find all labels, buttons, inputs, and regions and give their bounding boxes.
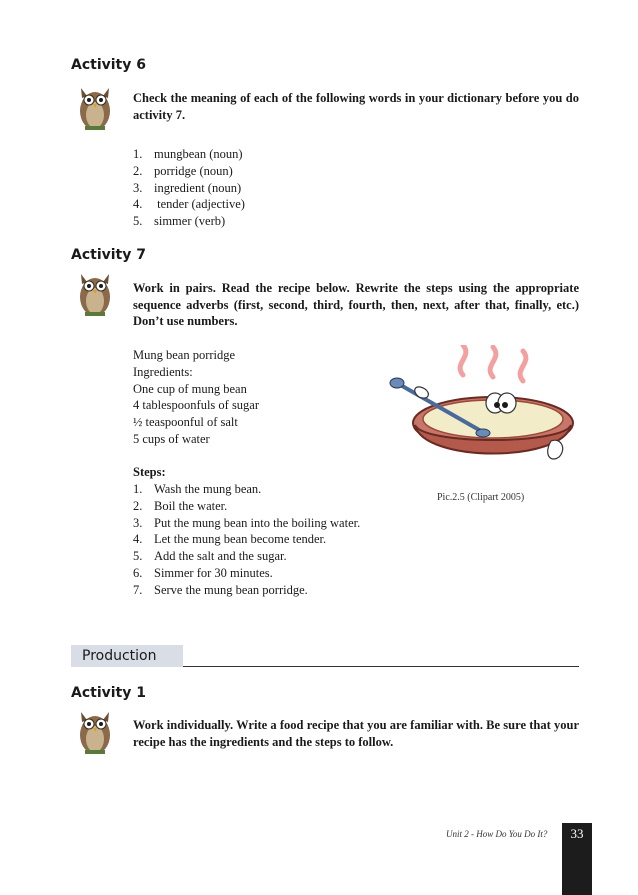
ingredients-label: Ingredients: <box>133 364 193 379</box>
vocabulary-list <box>133 146 245 230</box>
list-item-text: Put the mung bean into the boiling water. <box>154 515 361 530</box>
ingredient-item: One cup of mung bean <box>133 381 247 396</box>
list-item <box>133 515 360 532</box>
activity6-heading: Activity 6 <box>71 57 146 73</box>
list-item-text: Boil the water. <box>154 498 228 513</box>
activity7-heading: Activity 7 <box>71 247 146 263</box>
list-item <box>133 180 245 197</box>
list-item-text: Simmer for 30 minutes. <box>154 565 273 580</box>
picture-caption: Pic.2.5 (Clipart 2005) <box>437 492 525 503</box>
owl-icon <box>76 82 114 132</box>
list-item-number: 1. <box>133 147 143 161</box>
list-item-number: 3. <box>133 515 143 530</box>
recipe-title: Mung bean porridge <box>133 348 236 362</box>
list-item-text: Add the salt and the sugar. <box>154 549 287 564</box>
list-item-text: porridge (noun) <box>154 163 233 178</box>
owl-icon <box>76 268 114 318</box>
list-item <box>133 213 245 230</box>
section-divider <box>183 666 579 667</box>
list-item-number: 7. <box>133 582 143 597</box>
list-item <box>133 548 360 565</box>
list-item-text: tender (adjective) <box>154 197 245 212</box>
list-item <box>133 565 360 582</box>
list-item-number: 2. <box>133 163 143 178</box>
steps-list <box>133 481 360 599</box>
ingredient-item: 5 cups of water <box>133 431 210 446</box>
list-item <box>133 163 245 180</box>
list-item-number: 4. <box>133 197 143 212</box>
list-item <box>133 582 360 599</box>
list-item <box>133 531 360 548</box>
list-item-text: simmer (verb) <box>154 214 226 229</box>
list-item <box>133 146 245 163</box>
production-activity1-instruction: Work individually. Write a food recipe that you are familiar with. Be sure that your recipe has the ingredients and the steps to follow. <box>133 718 579 749</box>
footer-unit-title: Unit 2 - How Do You Do It? <box>446 829 548 839</box>
porridge-bowl-illustration <box>383 345 583 490</box>
production-activity1-heading: Activity 1 <box>71 685 146 701</box>
activity6-instruction: Check the meaning of each of the following words in your dictionary before you do activity 7. <box>133 91 579 122</box>
list-item-text: Let the mung bean become tender. <box>154 532 327 547</box>
ingredient-item: 4 tablespoonfuls of sugar <box>133 398 260 413</box>
list-item <box>133 196 245 213</box>
page-number: 33 <box>562 823 592 895</box>
list-item-number: 1. <box>133 482 143 496</box>
list-item-number: 2. <box>133 498 143 513</box>
list-item-text: ingredient (noun) <box>154 180 242 195</box>
list-item-number: 3. <box>133 180 143 195</box>
list-item-number: 5. <box>133 549 143 564</box>
list-item <box>133 498 360 515</box>
list-item <box>133 481 360 498</box>
ingredient-item: ½ teaspoonful of salt <box>133 415 238 430</box>
list-item-number: 6. <box>133 565 143 580</box>
list-item-number: 5. <box>133 214 143 229</box>
steps-block <box>133 464 166 481</box>
recipe-block <box>133 347 259 448</box>
list-item-text: Serve the mung bean porridge. <box>154 582 308 597</box>
list-item-text: mungbean (noun) <box>154 147 243 161</box>
list-item-number: 4. <box>133 532 143 547</box>
production-section-title: Production <box>71 645 183 667</box>
activity7-instruction: Work in pairs. Read the recipe below. Rewrite the steps using the appropriate sequence adverbs (first, second, third, fourth, then, next, after that, finally, etc.) Don’t use numbers. <box>133 281 579 328</box>
list-item-text: Wash the mung bean. <box>154 482 262 496</box>
steps-label: Steps: <box>133 465 166 479</box>
owl-icon <box>76 706 114 756</box>
